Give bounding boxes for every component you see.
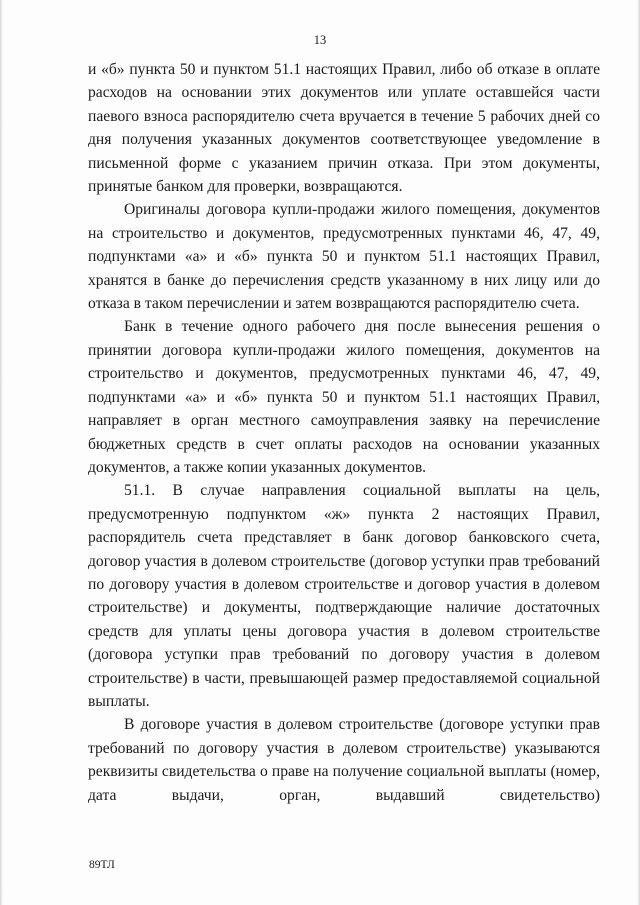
document-code: 89ТЛ	[89, 859, 115, 871]
document-body	[88, 58, 600, 807]
paragraph-4: 51.1. В случае направления социальной выплаты на цель, предусмотренную подпунктом «ж» пункта 2 настоящих Правил, распорядитель счета представляет в банк договор банковского счета, договор участия в долевом строительстве (договор уступки прав требований по договору участия в долевом строительстве и договор участия в долевом строительстве) и документы, подтверждающие наличие достаточных средств для уплаты цены договора участия в долевом строительстве (договора уступки прав требований по договору участия в долевом строительстве) в части, превышающей размер предоставляемой социальной выплаты.	[88, 482, 600, 710]
paragraph-3: Банк в течение одного рабочего дня после вынесения решения о принятии договора купли-продажи жилого помещения, документов на строительство и документов, предусмотренных пунктами 46, 47, 49, подпунктами «а» и «б» пункта 50 и пунктом 51.1 настоящих Правил, направляет в орган местного самоуправления заявку на перечисление бюджетных средств в счет оплаты расходов на основании указанных документов, а также копии указанных документов.	[88, 318, 600, 476]
paragraph-5: В договоре участия в долевом строительстве (договоре уступки прав требований по договору участия в долевом строительстве) указываются реквизиты свидетельства о праве на получение социальной выплаты (номер, дата выдачи, орган, выдавший свидетельство)	[88, 716, 600, 804]
scan-left-edge	[0, 0, 3, 905]
page-number: 13	[313, 33, 327, 47]
paragraph-2: Оригиналы договора купли-продажи жилого помещения, документов на строительство и документов, предусмотренных пунктами 46, 47, 49, подпунктами «а» и «б» пункта 50 и пунктом 51.1 настоящих Правил, хранятся в банке до перечисления средств указанному в них лицу или до отказа в таком перечислении и затем возвращаются распорядителю счета.	[88, 201, 600, 313]
paragraph-1: и «б» пункта 50 и пунктом 51.1 настоящих Правил, либо об отказе в оплате расходов на основании этих документов или уплате оставшейся части паевого взноса распорядителю счета вручается в течение 5 рабочих дней со дня получения указанных документов соответствующее уведомление в письменной форме с указанием причин отказа. При этом документы, принятые банком для проверки, возвращаются.	[88, 61, 600, 196]
